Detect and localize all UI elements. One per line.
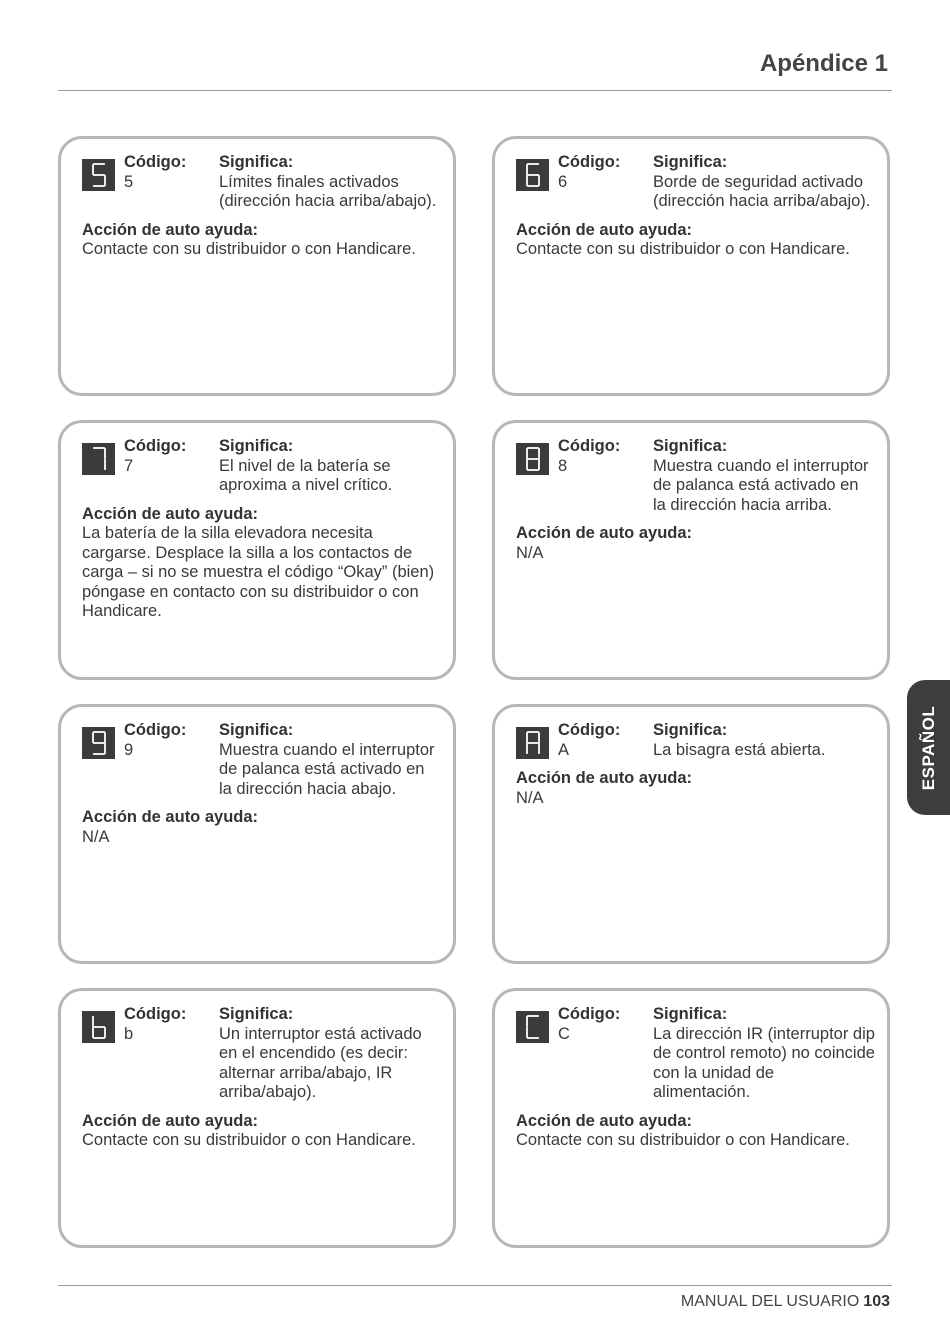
meaning-text: Borde de seguridad activado (dirección hacia arriba/abajo).: [653, 172, 871, 210]
error-code-card: [58, 136, 456, 396]
action-label: Acción de auto ayuda:: [82, 1111, 259, 1130]
action-text: N/A: [82, 827, 110, 846]
meaning-label: Significa:: [219, 721, 294, 739]
action-text: Contacte con su distribuidor o con Handicare.: [82, 240, 416, 258]
action-label: Acción de auto ayuda:: [82, 220, 259, 239]
header-divider: [58, 90, 892, 91]
error-code-card: [492, 420, 890, 680]
action-text: N/A: [516, 543, 544, 562]
code-label: Código:: [558, 1005, 621, 1023]
action-text: La batería de la silla elevadora necesita cargarse. Desplace la silla a los contactos de carga – si no se muestra el código “Okay” (bien) póngase en contacto con su distribuidor o con Handicare.: [82, 524, 435, 620]
meaning-label: Significa:: [653, 437, 728, 455]
action-label: Acción de auto ayuda:: [516, 1111, 693, 1130]
code-value: 9: [124, 740, 134, 759]
meaning-text: La bisagra está abierta.: [653, 740, 826, 759]
error-code-card: [492, 704, 890, 964]
meaning-text: Muestra cuando el interruptor de palanca está activado en la dirección hacia arriba.: [653, 456, 869, 514]
action-label: Acción de auto ayuda:: [516, 220, 693, 239]
meaning-text: La dirección IR (interruptor dip de control remoto) no coincide con la unidad de alimentación.: [653, 1024, 875, 1101]
code-label: Código:: [124, 437, 187, 455]
seven-segment-display-icon: [82, 159, 115, 191]
code-label: Código:: [558, 437, 621, 455]
seven-segment-display-icon: [82, 443, 115, 475]
action-text: Contacte con su distribuidor o con Handicare.: [516, 1131, 850, 1149]
meaning-label: Significa:: [653, 1005, 728, 1023]
error-code-card: [492, 988, 890, 1248]
action-label: Acción de auto ayuda:: [516, 769, 693, 787]
code-label: Código:: [124, 153, 187, 171]
meaning-text: Muestra cuando el interruptor de palanca está activado en la dirección hacia abajo.: [219, 740, 435, 798]
meaning-label: Significa:: [219, 437, 294, 455]
action-text: Contacte con su distribuidor o con Handicare.: [82, 1131, 416, 1149]
seven-segment-display-icon: [516, 1011, 549, 1043]
code-value: 7: [124, 456, 134, 475]
code-label: Código:: [124, 721, 187, 739]
page-title: Apéndice 1: [759, 50, 888, 77]
code-value: 5: [124, 172, 134, 191]
seven-segment-display-icon: [82, 727, 115, 759]
action-text: Contacte con su distribuidor o con Handicare.: [516, 240, 850, 258]
language-tab-label: ESPAÑOL: [918, 705, 938, 790]
code-label: Código:: [558, 153, 621, 171]
meaning-text: Un interruptor está activado en el encendido (es decir: alternar arriba/abajo, IR arriba/abajo).: [219, 1024, 422, 1101]
error-code-card: [58, 420, 456, 680]
code-value: 6: [558, 172, 568, 191]
meaning-label: Significa:: [653, 721, 728, 739]
manual-name: MANUAL DEL USUARIO: [680, 1293, 860, 1310]
code-value: 8: [558, 456, 568, 475]
meaning-text: Límites finales activados (dirección hacia arriba/abajo).: [219, 172, 437, 210]
language-tab: [907, 680, 950, 815]
action-label: Acción de auto ayuda:: [516, 524, 693, 542]
seven-segment-display-icon: [516, 159, 549, 191]
seven-segment-display-icon: [82, 1011, 115, 1043]
footer-divider: [58, 1285, 892, 1286]
action-label: Acción de auto ayuda:: [82, 504, 259, 523]
meaning-label: Significa:: [653, 153, 728, 171]
error-code-card: [58, 988, 456, 1248]
error-code-card: [58, 704, 456, 964]
code-value: b: [124, 1024, 134, 1043]
seven-segment-display-icon: [516, 443, 549, 475]
code-label: Código:: [124, 1005, 187, 1023]
code-value: C: [558, 1024, 570, 1043]
page-footer: [681, 1293, 890, 1311]
action-text: N/A: [516, 788, 544, 807]
code-label: Código:: [558, 721, 621, 739]
error-code-grid: [58, 136, 892, 1248]
meaning-text: El nivel de la batería se aproxima a nivel crítico.: [219, 456, 393, 494]
action-label: Acción de auto ayuda:: [82, 808, 259, 826]
page-number: 103: [863, 1293, 890, 1310]
meaning-label: Significa:: [219, 153, 294, 171]
error-code-card: [492, 136, 890, 396]
seven-segment-display-icon: [516, 727, 549, 759]
code-value: A: [558, 740, 570, 759]
meaning-label: Significa:: [219, 1005, 294, 1023]
